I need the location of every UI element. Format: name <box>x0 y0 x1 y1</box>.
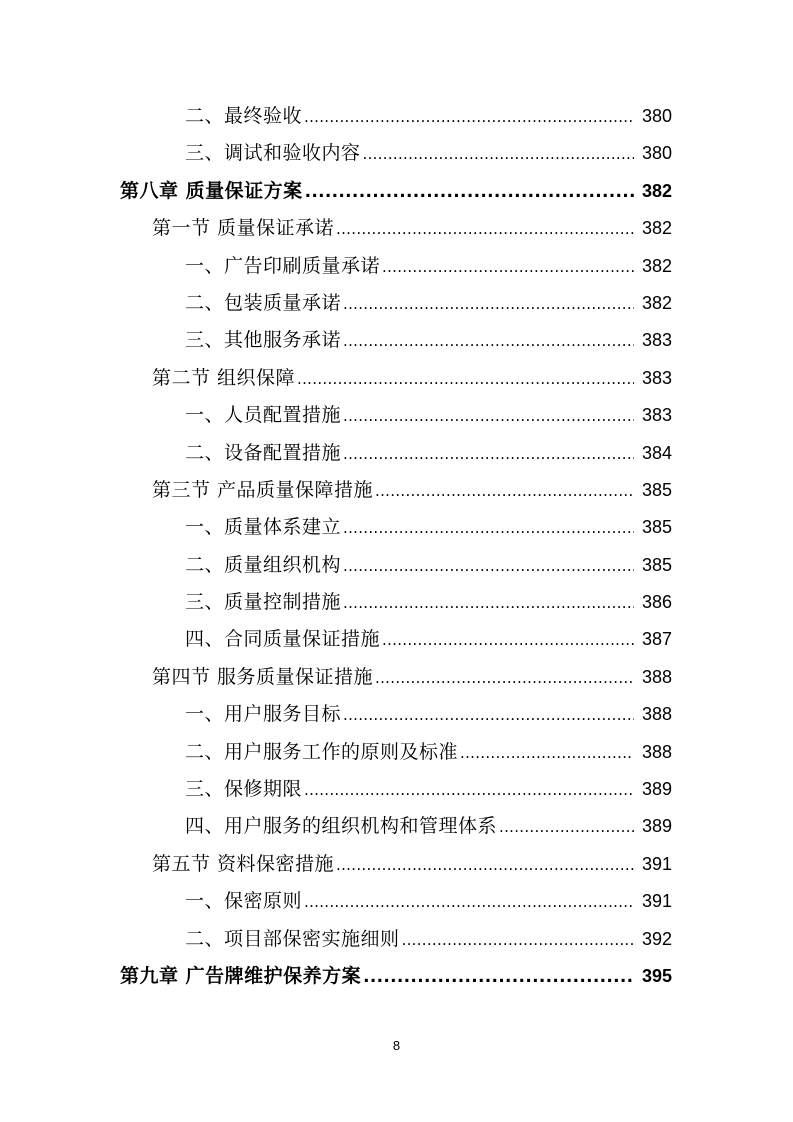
toc-entry-title: 第二节 组织保障 <box>152 366 296 389</box>
toc-entry-page-number: 388 <box>641 741 672 762</box>
toc-entry-page-number: 382 <box>641 180 672 201</box>
toc-leader-dots <box>297 370 634 388</box>
toc-entry-page-number: 382 <box>641 292 672 313</box>
toc-entry-title: 第三节 产品质量保障措施 <box>152 478 374 501</box>
toc-leader-dots <box>363 967 634 987</box>
toc-entry-title: 一、质量体系建立 <box>185 516 342 539</box>
toc-section-entry[interactable] <box>0 475 793 512</box>
toc-chapter-entry[interactable] <box>0 961 793 998</box>
toc-entry-page-number: 383 <box>641 330 672 351</box>
toc-entry-title: 二、设备配置措施 <box>185 441 342 464</box>
toc-leader-dots <box>343 407 634 425</box>
toc-entry-page-number: 385 <box>641 554 672 575</box>
toc-leader-dots <box>343 295 634 313</box>
toc-leader-dots <box>375 482 634 500</box>
toc-subsection-entry[interactable] <box>0 251 793 288</box>
toc-subsection-entry[interactable] <box>0 288 793 325</box>
toc-subsection-entry[interactable] <box>0 138 793 175</box>
toc-section-entry[interactable] <box>0 213 793 250</box>
toc-subsection-entry[interactable] <box>0 438 793 475</box>
toc-entry-title: 二、包装质量承诺 <box>185 291 342 314</box>
toc-leader-dots <box>336 220 634 238</box>
toc-entry-page-number: 383 <box>641 405 672 426</box>
toc-subsection-entry[interactable] <box>0 550 793 587</box>
toc-entry-page-number: 382 <box>641 218 672 239</box>
toc-entry-title: 二、用户服务工作的原则及标准 <box>185 740 459 763</box>
toc-entry-title: 一、保密原则 <box>185 890 303 913</box>
toc-entry-page-number: 388 <box>641 666 672 687</box>
toc-leader-dots <box>304 108 634 126</box>
toc-leader-dots <box>382 631 634 649</box>
toc-entry-title: 三、质量控制措施 <box>185 591 342 614</box>
toc-entry-page-number: 391 <box>641 891 672 912</box>
toc-subsection-entry[interactable] <box>0 699 793 736</box>
toc-subsection-entry[interactable] <box>0 811 793 848</box>
toc-entry-title: 二、质量组织机构 <box>185 553 342 576</box>
toc-leader-dots <box>382 258 634 276</box>
toc-leader-dots <box>304 893 634 911</box>
toc-leader-dots <box>363 145 634 163</box>
table-of-contents <box>0 101 793 998</box>
toc-leader-dots <box>343 594 634 612</box>
toc-entry-title: 第一节 质量保证承诺 <box>152 217 335 240</box>
toc-entry-page-number: 382 <box>641 255 672 276</box>
toc-entry-title: 三、保修期限 <box>185 778 303 801</box>
toc-entry-page-number: 388 <box>641 704 672 725</box>
toc-entry-title: 一、用户服务目标 <box>185 703 342 726</box>
toc-entry-title: 第五节 资料保密措施 <box>152 852 335 875</box>
toc-entry-title: 一、人员配置措施 <box>185 404 342 427</box>
toc-leader-dots <box>343 706 634 724</box>
toc-entry-page-number: 391 <box>641 853 672 874</box>
toc-subsection-entry[interactable] <box>0 624 793 661</box>
toc-subsection-entry[interactable] <box>0 886 793 923</box>
toc-entry-page-number: 392 <box>641 928 672 949</box>
toc-entry-page-number: 383 <box>641 367 672 388</box>
toc-entry-page-number: 389 <box>641 779 672 800</box>
toc-leader-dots <box>460 744 634 762</box>
toc-entry-page-number: 385 <box>641 517 672 538</box>
toc-leader-dots <box>343 557 634 575</box>
toc-entry-title: 第八章 质量保证方案 <box>120 179 303 202</box>
toc-leader-dots <box>343 332 634 350</box>
toc-entry-page-number: 384 <box>641 442 672 463</box>
toc-subsection-entry[interactable] <box>0 587 793 624</box>
toc-entry-page-number: 387 <box>641 629 672 650</box>
toc-entry-page-number: 395 <box>641 965 672 986</box>
toc-leader-dots <box>375 669 634 687</box>
toc-section-entry[interactable] <box>0 662 793 699</box>
toc-entry-title: 第四节 服务质量保证措施 <box>152 665 374 688</box>
toc-subsection-entry[interactable] <box>0 101 793 138</box>
toc-entry-page-number: 389 <box>641 816 672 837</box>
toc-leader-dots <box>305 182 634 202</box>
toc-entry-page-number: 380 <box>641 143 672 164</box>
page-number: 8 <box>392 1038 401 1053</box>
toc-subsection-entry[interactable] <box>0 325 793 362</box>
toc-leader-dots <box>343 519 634 537</box>
toc-subsection-entry[interactable] <box>0 512 793 549</box>
toc-entry-title: 一、广告印刷质量承诺 <box>185 254 381 277</box>
toc-entry-title: 二、项目部保密实施细则 <box>185 927 400 950</box>
toc-subsection-entry[interactable] <box>0 774 793 811</box>
toc-subsection-entry[interactable] <box>0 737 793 774</box>
toc-leader-dots <box>402 931 634 949</box>
toc-entry-page-number: 385 <box>641 479 672 500</box>
toc-subsection-entry[interactable] <box>0 400 793 437</box>
toc-chapter-entry[interactable] <box>0 176 793 213</box>
toc-entry-page-number: 386 <box>641 592 672 613</box>
toc-subsection-entry[interactable] <box>0 924 793 961</box>
toc-leader-dots <box>343 445 634 463</box>
toc-entry-title: 四、用户服务的组织机构和管理体系 <box>185 815 498 838</box>
toc-section-entry[interactable] <box>0 363 793 400</box>
toc-entry-title: 第九章 广告牌维护保养方案 <box>120 964 362 987</box>
toc-leader-dots <box>336 856 634 874</box>
toc-section-entry[interactable] <box>0 849 793 886</box>
toc-entry-title: 四、合同质量保证措施 <box>185 628 381 651</box>
toc-entry-title: 二、最终验收 <box>185 105 303 127</box>
toc-leader-dots <box>304 781 634 799</box>
toc-leader-dots <box>499 818 634 836</box>
toc-entry-title: 三、其他服务承诺 <box>185 329 342 352</box>
toc-entry-title: 三、调试和验收内容 <box>185 142 361 165</box>
toc-entry-page-number: 380 <box>641 106 672 126</box>
